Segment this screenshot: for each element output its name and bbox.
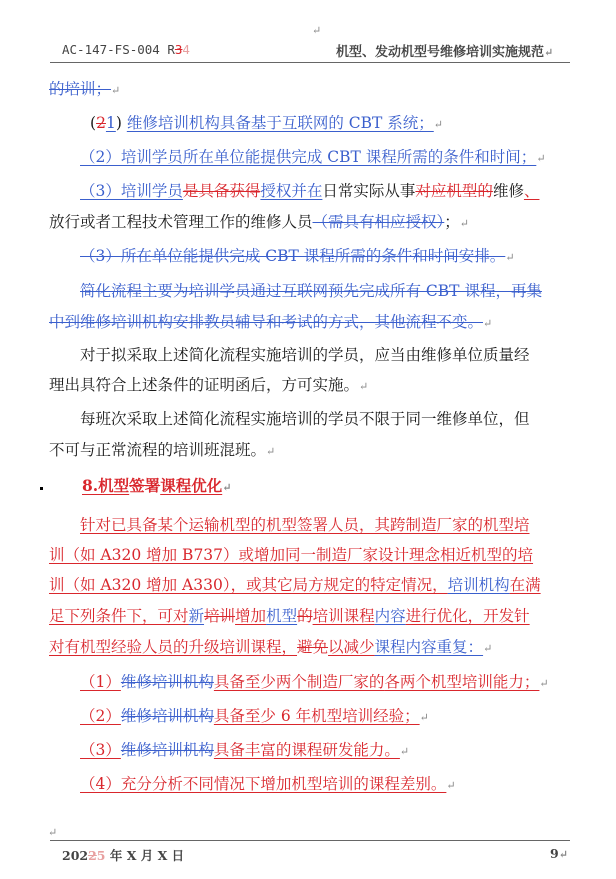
simplify-deleted-2: 中到维修培训机构安排教员辅导和考试的方式，其他流程不变。↵ — [49, 313, 493, 331]
item-trainee-line2: 放行或者工程技术管理工作的维修人员（需具有相应授权）；↵ — [49, 213, 470, 231]
condition-1: （1）维修培训机构具备至少两个制造厂家的各两个机型培训能力；↵ — [80, 673, 549, 691]
para-a-line2: 理出具符合上述条件的证明函后，方可实施。↵ — [49, 376, 369, 394]
para-a-line1: 对于拟采取上述简化流程实施培训的学员，应当由维修单位质量经 — [80, 346, 530, 364]
line-0: 的培训；↵ — [49, 80, 121, 98]
footer-page-number: 9↵ — [550, 846, 568, 861]
footer-date: 20225 年 X 月 X 日 — [62, 848, 185, 863]
footer-rule — [50, 840, 570, 841]
item-trainee-line1: （3）培训学员是具备获得授权并在日常实际从事对应机型的维修、 — [80, 182, 540, 200]
simplify-deleted-1: 简化流程主要为培训学员通过互联网预先完成所有 CBT 课程，再集 — [80, 282, 542, 300]
condition-2: （2）维修培训机构具备至少 6 年机型培训经验；↵ — [80, 707, 429, 725]
item-cbt-system: (21) 维修培训机构具备基于互联网的 CBT 系统；↵ — [90, 114, 443, 132]
condition-3: （3）维修培训机构具备丰富的课程研发能力。↵ — [80, 741, 410, 759]
opt-line5: 对有机型经验人员的升级培训课程，避免以减少课程内容重复：↵ — [49, 638, 493, 656]
opt-line1: 针对已具备某个运输机型的机型签署人员，其跨制造厂家的机型培 — [80, 516, 530, 534]
header-rule — [50, 62, 570, 63]
para-b-line1: 每班次采取上述简化流程实施培训的学员不限于同一维修单位，但 — [80, 410, 530, 428]
item-conditions: （2）培训学员所在单位能提供完成 CBT 课程所需的条件和时间；↵ — [80, 148, 546, 166]
section-title: 8.机型签署课程优化↵ — [82, 476, 232, 495]
condition-4: （4）充分分析不同情况下增加机型培训的课程差别。↵ — [80, 775, 456, 793]
para-b-line2: 不可与正常流程的培训班混班。↵ — [49, 441, 276, 459]
footer-para-mark: ↵ — [48, 826, 58, 839]
opt-line2: 训（如 A320 增加 B737）或增加同一制造厂家设计理念相近机型的培 — [49, 546, 534, 564]
change-bar-dot — [40, 487, 43, 490]
header-doc-title: 机型、发动机型号维修培训实施规范↵ — [336, 45, 554, 60]
opt-line4: 足下列条件下，可对新培训增加机型的培训课程内容进行优化，开发针 — [49, 607, 530, 625]
opt-line3: 训（如 A320 增加 A330），或其它局方规定的特定情况，培训机构在满 — [49, 576, 541, 594]
header-doc-code: AC-147-FS-004 R34 — [62, 42, 190, 57]
item-old-3-deleted: （3）所在单位能提供完成 CBT 课程所需的条件和时间安排。↵ — [80, 247, 515, 265]
header-para-mark: ↵ — [312, 24, 322, 37]
